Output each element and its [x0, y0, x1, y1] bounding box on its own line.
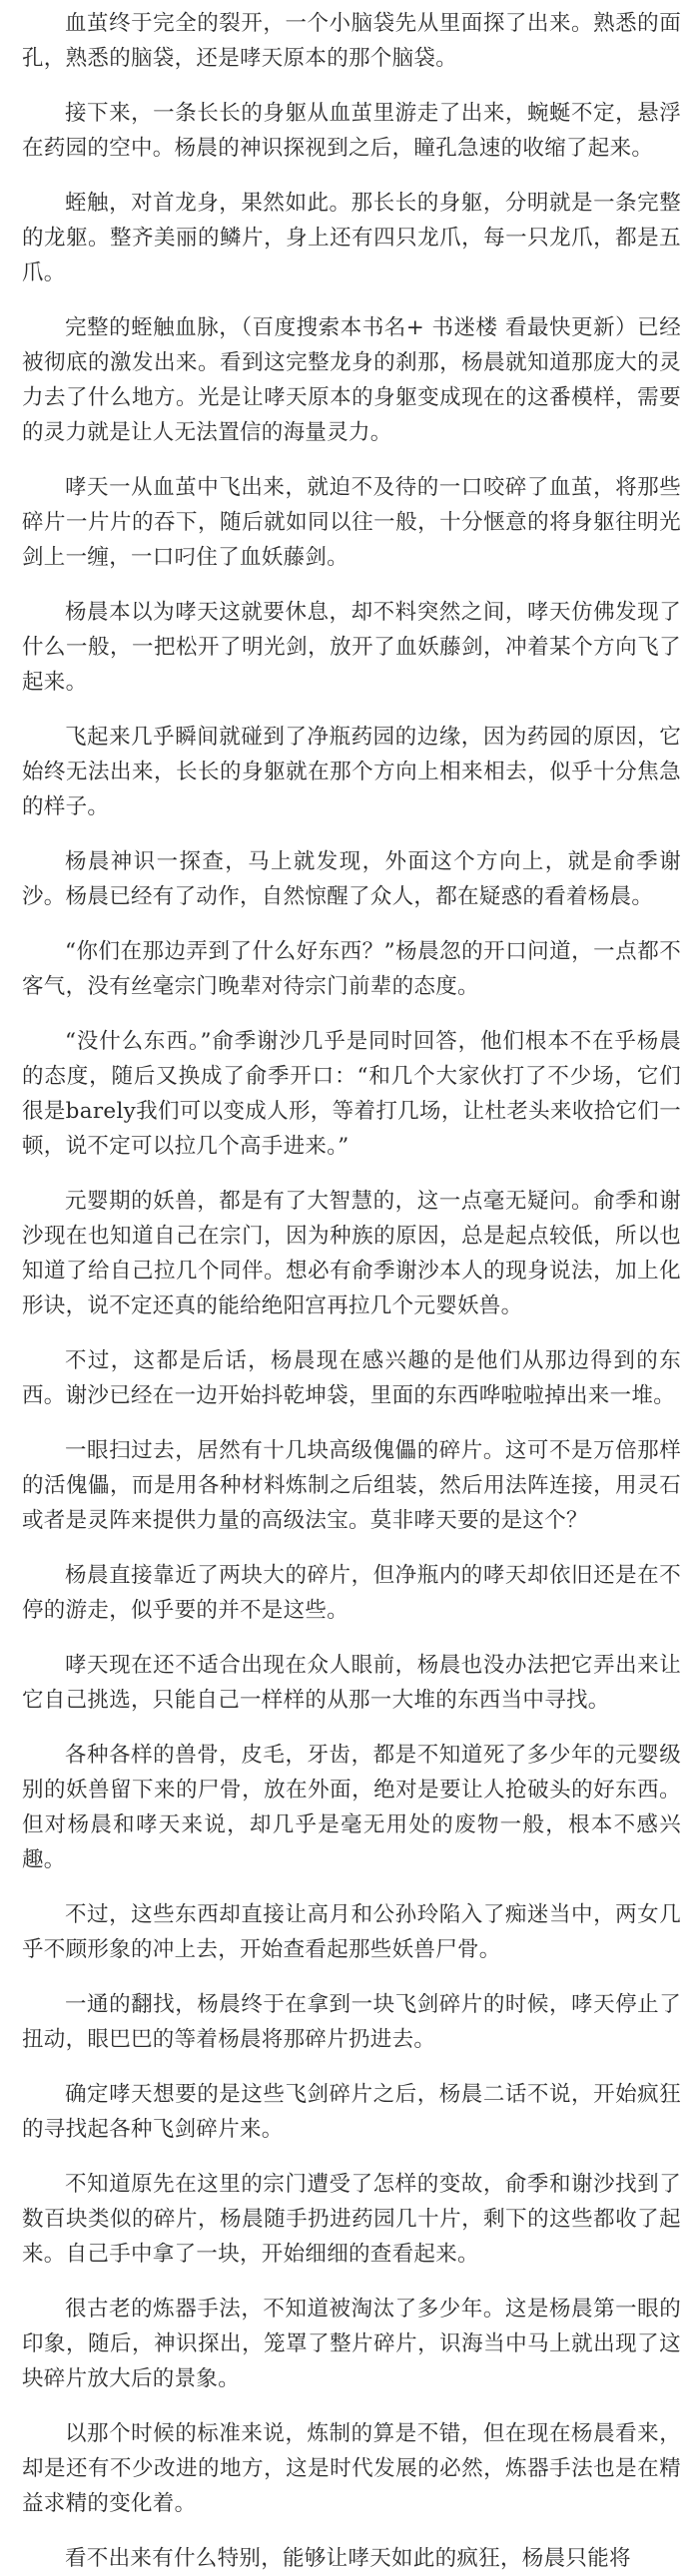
paragraph: 接下来，一条长长的身躯从血茧里游走了出来，蜿蜒不定，悬浮在药园的空中。杨晨的神识探视到之后，瞳孔急速的收缩了起来。	[22, 101, 681, 161]
paragraph: 确定哮天想要的是这些飞剑碎片之后，杨晨二话不说，开始疯狂的寻找起各种飞剑碎片来。	[22, 2082, 681, 2142]
paragraph: 不过，这些东西却直接让高月和公孙玲陷入了痴迷当中，两女几乎不顾形象的冲上去，开始查看起那些妖兽尸骨。	[22, 1902, 681, 1962]
paragraph: 完整的蛭触血脉，（百度搜索本书名+ 书迷楼 看最快更新）已经被彻底的激发出来。看到这完整龙身的刹那，杨晨就知道那庞大的灵力去了什么地方。光是让哮天原本的身躯变成现在的这番模样，需要的灵力就是让人无法置信的海量灵力。	[22, 315, 681, 445]
paragraph: 血茧终于完全的裂开，一个小脑袋先从里面探了出来。熟悉的面孔，熟悉的脑袋，还是哮天原本的那个脑袋。	[22, 11, 681, 71]
paragraph: 蛭触，对首龙身，果然如此。那长长的身躯，分明就是一条完整的龙躯。整齐美丽的鳞片，身上还有四只龙爪，每一只龙爪，都是五爪。	[22, 191, 681, 285]
paragraph: 杨晨直接靠近了两块大的碎片，但净瓶内的哮天却依旧还是在不停的游走，似乎要的并不是这些。	[22, 1563, 681, 1623]
paragraph: “没什么东西。”俞季谢沙几乎是同时回答，他们根本不在乎杨晨的态度，随后又换成了俞季开口：“和几个大家伙打了不少场，它们很是barely我们可以变成人形，等着打几场，让杜老头来收拾它们一顿，说不定可以拉几个高手进来。”	[22, 1029, 681, 1159]
paragraph: 以那个时候的标准来说，炼制的算是不错，但在现在杨晨看来，却是还有不少改进的地方，这是时代发展的必然，炼器手法也是在精益求精的变化着。	[22, 2421, 681, 2516]
paragraph: 杨晨神识一探查，马上就发现，外面这个方向上，就是俞季谢沙。杨晨已经有了动作，自然惊醒了众人，都在疑惑的看着杨晨。	[22, 849, 681, 909]
paragraph: 元婴期的妖兽，都是有了大智慧的，这一点毫无疑问。俞季和谢沙现在也知道自己在宗门，因为种族的原因，总是起点较低，所以也知道了给自己拉几个同伴。想必有俞季谢沙本人的现身说法，加上化形诀，说不定还真的能给绝阳宫再拉几个元婴妖兽。	[22, 1189, 681, 1318]
paragraph: 一眼扫过去，居然有十几块高级傀儡的碎片。这可不是万倍那样的活傀儡，而是用各种材料炼制之后组装，然后用法阵连接，用灵石或者是灵阵来提供力量的高级法宝。莫非哮天要的是这个？	[22, 1438, 681, 1533]
paragraph: 飞起来几乎瞬间就碰到了净瓶药园的边缘，因为药园的原因，它始终无法出来，长长的身躯就在那个方向上相来相去，似乎十分焦急的样子。	[22, 725, 681, 819]
paragraph: 哮天一从血茧中飞出来，就迫不及待的一口咬碎了血茧，将那些碎片一片片的吞下，随后就如同以往一般，十分惬意的将身躯往明光剑上一缠，一口叼住了血妖藤剑。	[22, 475, 681, 570]
paragraph: 哮天现在还不适合出现在众人眼前，杨晨也没办法把它弄出来让它自己挑选，只能自己一样样的从那一大堆的东西当中寻找。	[22, 1653, 681, 1713]
paragraph: 不知道原先在这里的宗门遭受了怎样的变故，俞季和谢沙找到了数百块类似的碎片，杨晨随手扔进药园几十片，剩下的这些都收了起来。自己手中拿了一块，开始细细的查看起来。	[22, 2172, 681, 2267]
paragraph: 一通的翻找，杨晨终于在拿到一块飞剑碎片的时候，哮天停止了扭动，眼巴巴的等着杨晨将那碎片扔进去。	[22, 1992, 681, 2052]
paragraph: 各种各样的兽骨，皮毛，牙齿，都是不知道死了多少年的元婴级别的妖兽留下来的尸骨，放在外面，绝对是要让人抢破头的好东西。但对杨晨和哮天来说，却几乎是毫无用处的废物一般，根本不感兴趣。	[22, 1743, 681, 1872]
paragraph: 看不出来有什么特别，能够让哮天如此的疯狂，杨晨只能将	[65, 2546, 631, 2571]
paragraph: “你们在那边弄到了什么好东西？”杨晨忽的开口问道，一点都不客气，没有丝毫宗门晚辈对待宗门前辈的态度。	[22, 939, 681, 999]
paragraph: 杨晨本以为哮天这就要休息，却不料突然之间，哮天仿佛发现了什么一般，一把松开了明光剑，放开了血妖藤剑，冲着某个方向飞了起来。	[22, 600, 681, 695]
paragraph: 不过，这都是后话，杨晨现在感兴趣的是他们从那边得到的东西。谢沙已经在一边开始抖乾坤袋，里面的东西哗啦啦掉出来一堆。	[22, 1348, 681, 1408]
paragraph: 很古老的炼器手法，不知道被淘汰了多少年。这是杨晨第一眼的印象，随后，神识探出，笼罩了整片碎片，识海当中马上就出现了这块碎片放大后的景象。	[22, 2297, 681, 2391]
